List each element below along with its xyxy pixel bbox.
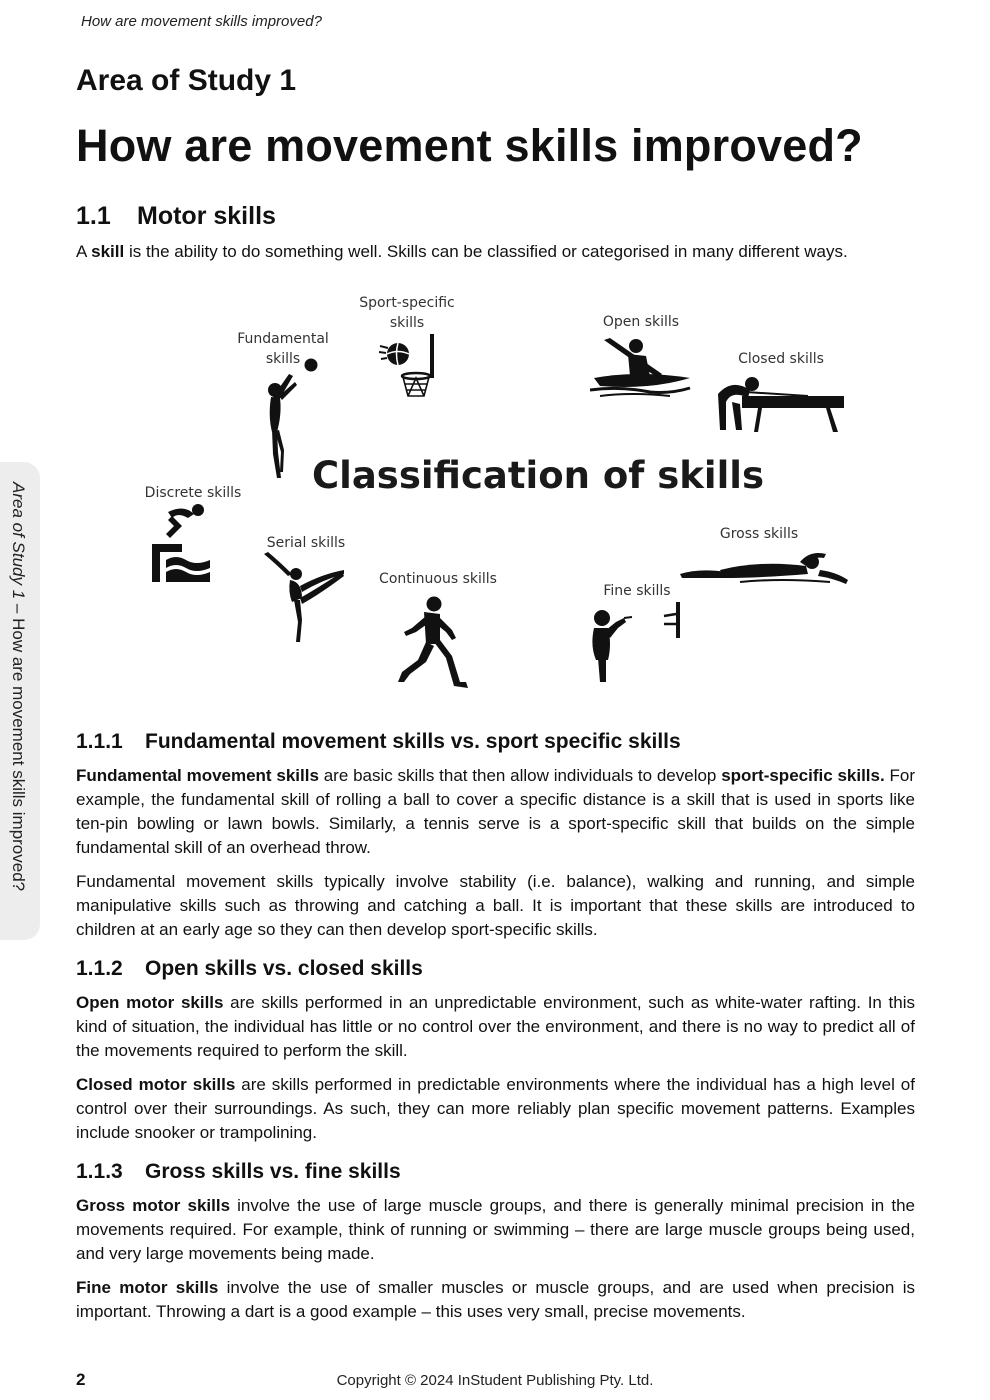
swimmer-icon — [680, 548, 850, 588]
running-header: How are movement skills improved? — [81, 13, 322, 30]
section-heading — [76, 202, 276, 231]
paragraph-fundamental-2: Fundamental movement skills typically involve stability (i.e. balance), walking and running, and simple manipulative skills such as throwing and catching a ball. It is important that these skills are introduced to children at an early age so they can then develop sport-specific skills. — [76, 872, 915, 939]
term-open: Open motor skills — [76, 993, 224, 1012]
side-tab-area: Area of Study 1 — [9, 482, 28, 600]
area-title: Area of Study 1 — [76, 64, 297, 97]
dancer-icon — [262, 552, 346, 644]
label-fundamental: Fundamental skills — [237, 331, 329, 367]
subsection-number: 1.1.1 — [76, 730, 123, 753]
paragraph-fine — [76, 1276, 915, 1324]
subsection-heading-1-1-3 — [76, 1160, 401, 1184]
term-gross: Gross motor skills — [76, 1196, 231, 1215]
side-tab-topic: – How are movement skills improved? — [9, 599, 28, 892]
runner-icon — [396, 594, 472, 692]
copyright-notice: Copyright © 2024 InStudent Publishing Pty. Ltd. — [336, 1372, 654, 1389]
intro-text: A — [76, 242, 92, 261]
label-discrete: Discrete skills — [144, 485, 242, 501]
page-title: How are movement skills improved? — [76, 120, 863, 171]
subsection-number: 1.1.3 — [76, 1160, 123, 1183]
label-serial: Serial skills — [266, 535, 346, 551]
paragraph-text: involve the use of large muscle groups, and there is generally minimal precision in the movements required. For example, think of running or swimming – there are large muscle groups being used, and very large movements being made. — [76, 1196, 915, 1263]
label-sport-specific: Sport-specific skills — [359, 295, 455, 331]
label-gross: Gross skills — [719, 526, 799, 542]
figure-title: Classification of skills — [312, 454, 764, 497]
subsection-title: Gross skills vs. fine skills — [145, 1160, 401, 1183]
basketball-hoop-icon — [378, 332, 438, 400]
section-number: 1.1 — [76, 202, 111, 230]
basketball-player-icon — [255, 354, 323, 480]
dart-thrower-icon — [588, 600, 684, 686]
subsection-number: 1.1.2 — [76, 957, 123, 980]
kayaker-icon — [590, 334, 694, 400]
subsection-title: Open skills vs. closed skills — [145, 957, 423, 980]
side-tab-label — [8, 482, 28, 891]
term-closed: Closed motor skills — [76, 1075, 236, 1094]
term-sport-specific: sport-specific skills. — [721, 766, 885, 785]
snooker-player-icon — [712, 372, 846, 434]
diver-icon — [148, 502, 214, 584]
intro-term: skill — [91, 242, 125, 261]
paragraph-text: are skills performed in an unpredictable environment, such as white-water rafting. In this kind of situation, the individual has little or no control over the environment, and there is no way to predict all of the movements required to perform the skill. — [76, 993, 916, 1060]
paragraph-text: are basic skills that then allow individuals to develop — [318, 766, 722, 785]
paragraph-gross — [76, 1194, 915, 1266]
intro-text-rest: is the ability to do something well. Skills can be classified or categorised in many different ways. — [124, 242, 848, 261]
intro-paragraph — [76, 242, 916, 262]
paragraph-text: are skills performed in predictable environments where the individual has a high level of control over their surroundings. As such, they can more reliably plan specific movement patterns. Examples include snooker or trampolining. — [76, 1075, 915, 1142]
term-fine: Fine motor skills — [76, 1278, 219, 1297]
label-closed: Closed skills — [738, 351, 824, 367]
paragraph-text: involve the use of smaller muscles or muscle groups, and are used when precision is important. Throwing a dart is a good example – this uses very small, precise movements. — [76, 1278, 915, 1321]
section-title: Motor skills — [137, 202, 276, 230]
paragraph-text: For example, the fundamental skill of rolling a ball to cover a specific distance is a skill that is used in sports like ten-pin bowling or lawn bowls. Similarly, a tennis serve is a sport-specific skill that builds on the simple fundamental skill of an overhead throw. — [76, 766, 915, 857]
label-fine: Fine skills — [603, 583, 671, 599]
subsection-heading-1-1-1 — [76, 730, 681, 754]
paragraph-closed — [76, 1073, 915, 1145]
label-continuous: Continuous skills — [379, 571, 497, 587]
subsection-heading-1-1-2 — [76, 957, 423, 981]
subsection-title: Fundamental movement skills vs. sport specific skills — [145, 730, 681, 753]
paragraph-open — [76, 991, 915, 1063]
page-number: 2 — [76, 1370, 86, 1389]
paragraph-fundamental — [76, 764, 915, 860]
term-fundamental: Fundamental movement skills — [76, 766, 319, 785]
label-open: Open skills — [602, 314, 680, 330]
